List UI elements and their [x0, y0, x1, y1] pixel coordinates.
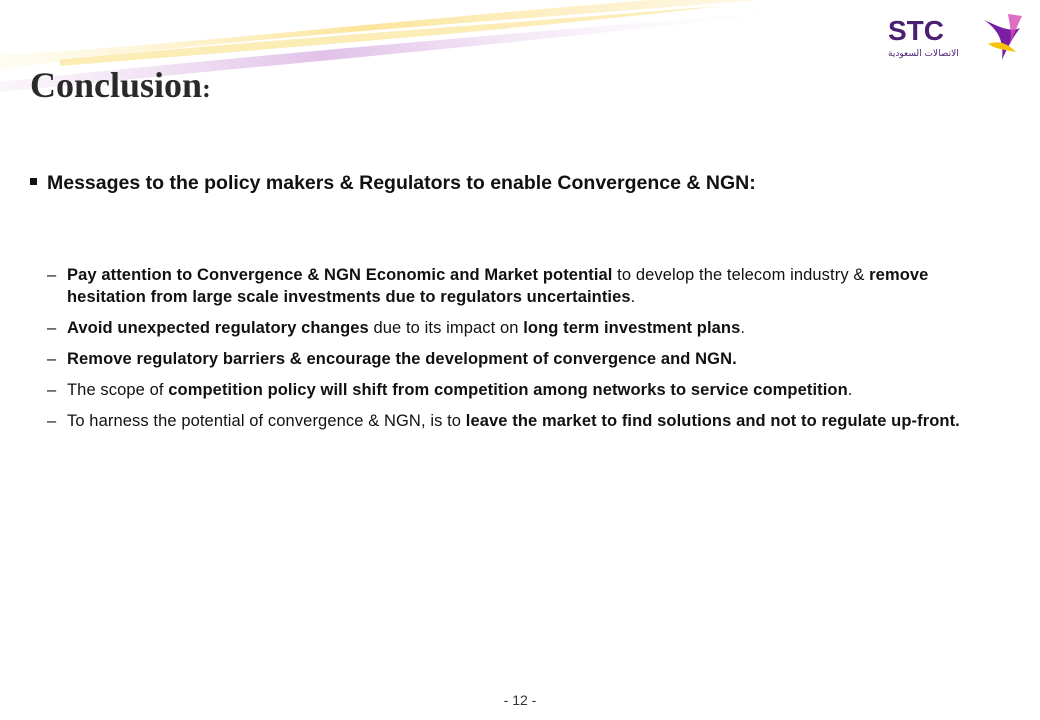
dash-bullet-icon: – [47, 319, 57, 337]
sub-bullet-text [67, 379, 1012, 401]
main-bullet-text: Messages to the policy makers & Regulators to enable Convergence & NGN: [47, 172, 756, 194]
sub-bullet-item [47, 379, 1012, 401]
sub-bullet-item [47, 410, 1012, 432]
bold-segment: leave the market to find solutions and not to regulate up-front. [465, 412, 960, 430]
square-bullet-icon [30, 178, 37, 185]
slide-title: Conclusion: [30, 65, 211, 105]
star-icon [984, 14, 1022, 60]
bold-segment: Remove regulatory barriers & encourage the development of convergence and NGN. [67, 350, 737, 368]
sub-bullet-text [67, 264, 1012, 308]
text-segment: . [630, 288, 636, 306]
sub-bullet-item [47, 264, 1012, 308]
bold-segment: Pay attention to Convergence & NGN Economic and Market potential [67, 266, 613, 284]
text-segment: To harness the potential of convergence & NGN, is to [67, 412, 466, 430]
text-segment: The scope of [67, 381, 169, 399]
bold-segment: long term investment plans [523, 319, 741, 337]
sub-bullet-text [67, 317, 1012, 339]
sub-bullet-list [47, 264, 1012, 441]
svg-text:الاتصالات السعودية: الاتصالات السعودية [888, 49, 959, 59]
text-segment: to develop the telecom industry & [612, 266, 870, 284]
bold-segment: competition policy will shift from competition among networks to service competition [168, 381, 848, 399]
sub-bullet-item [47, 348, 1012, 370]
bold-segment: remove hesitation from large scale investments due to regulators uncertainties [67, 266, 929, 306]
text-segment: . [847, 381, 853, 399]
dash-bullet-icon: – [47, 381, 57, 399]
page-number: - 12 - [503, 692, 537, 708]
main-bullet [30, 172, 1020, 195]
dash-bullet-icon: – [47, 350, 57, 368]
text-segment: . [740, 319, 746, 337]
dash-bullet-icon: – [47, 412, 57, 430]
svg-text:STC: STC [888, 15, 944, 46]
text-segment: due to its impact on [368, 319, 524, 337]
sub-bullet-text [67, 410, 1012, 432]
dash-bullet-icon: – [47, 266, 57, 284]
stc-logo [886, 10, 1026, 72]
sub-bullet-text [67, 348, 1012, 370]
sub-bullet-item [47, 317, 1012, 339]
bold-segment: Avoid unexpected regulatory changes [67, 319, 369, 337]
